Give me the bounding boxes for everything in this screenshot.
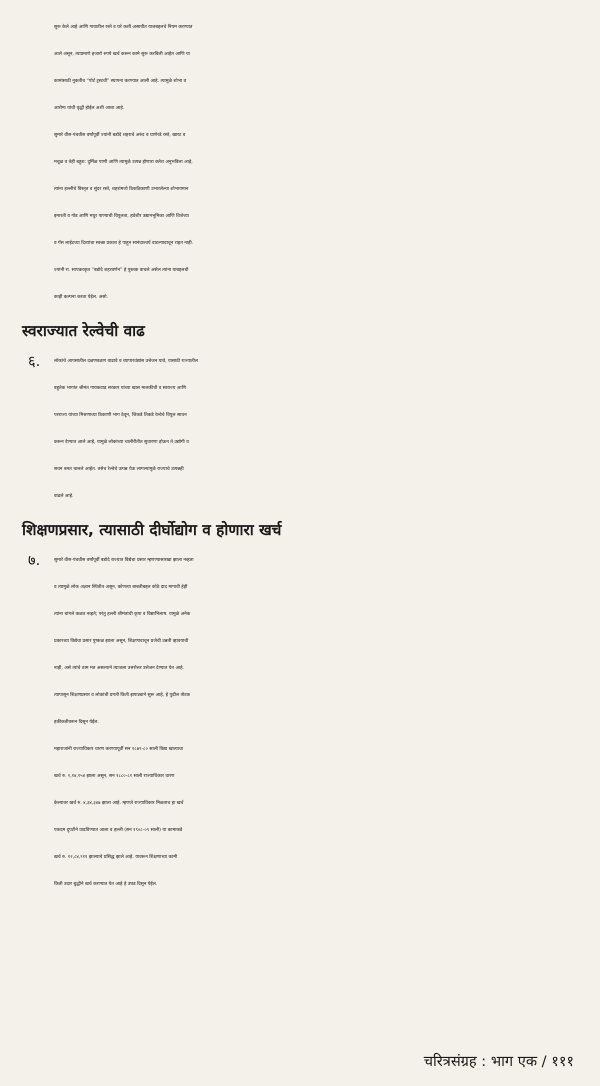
text-line: त्यांना चांगले कळत नव्हते; परंतु हल्ली श्रीमंतांची कृपा व विद्याभिलाष. यामुळे अनेक: [54, 612, 191, 617]
text-line: महाराजांनी राज्याधिकार धारण करण्यापूर्वी सन १८७९-८० साली विद्या खात्याचा: [54, 747, 183, 752]
text-line: परराज्य यांच्या मिश्रणाच्या ठिकाणी भाग ठेवून, जिकडे तिकडे रेल्वेचे विपुल साधन: [54, 413, 187, 418]
text-line: एकदम दुपटीने वाढविण्यात आला व हल्ली (सन १९०८-०९ साली) या कामाकडे: [54, 828, 183, 833]
text-line: सधन बनत चालले आहेत. तसेच रेल्वेचे उत्पन्न येऊ लागल्यामुळे राज्याचे उत्पन्नही: [54, 467, 184, 472]
numbered-paragraph-7: [22, 547, 586, 736]
expenditure-paragraph: [22, 736, 586, 898]
page-footer: चरित्रसंग्रह : भाग एक / १११: [423, 1053, 574, 1070]
intro-paragraph: [22, 14, 586, 122]
text-line: सुरू केले आहे आणि गावातील रस्ते व घरे कशी असावीत याजबद्दलचे नियम करण्यात: [54, 25, 193, 30]
text-line: कामांसाठी नुकतीच “पोर्ट ट्रस्टची” स्थापना करण्यात आली आहे. त्यामुळे शोभा व: [54, 79, 187, 84]
text-line: सुमारे वीस-पंचवीस वर्षांपूर्वी ज्यांनी बडोदे शहराचे अरुंद व घाणेरडे रस्ते, खारट व: [54, 133, 186, 138]
text-line: इमारती व गोड आणि मधुर पाण्याची विपुलता, हवेशीर उद्यानभूमिका आणि विजेच्या: [54, 214, 189, 219]
text-line: नाही, असे त्यांचे ठाम मत असल्याने त्याजला उत्तरोत्तर उत्तेजन देण्यात येत आहे.: [54, 666, 185, 671]
text-line: ज्यांनी रा. सापकरकृत “बडोदे शहरवर्णन” हे पुस्तक वाचले असेल त्यांना याबद्दलची: [54, 268, 189, 273]
text-line: हकीकतीवरून दिसून येईल.: [54, 720, 99, 725]
text-line: आरोग्य यांची वृद्धी होईल अशी आशा आहे.: [54, 106, 125, 111]
paragraph-number: ७.: [28, 552, 41, 569]
text-line: खर्च रु. २,१४,१५४ झाला असून, सन १८८०-८१ साली राज्याधिकार धारण: [54, 774, 175, 779]
text-line: सुमारे वीस-पंचवीस वर्षांपूर्वी बडोदे राज्यात विद्येचा प्रसार म्हणण्यासारखा झाला नव्हता: [54, 558, 194, 563]
text-line: त्यांना हल्लीचे विस्तृत व सुंदर रस्ते, शहरांमध्ये ठिकठिकाणी उभारलेल्या शोभायमान: [54, 187, 189, 192]
text-line: काही कल्पना करता येईल. असो.: [54, 295, 109, 300]
text-line: बहुतेक भागांत श्रीमंत गायकवाड सरकार यांच्या खास मालकीची व स्वराज्य आणि: [54, 386, 187, 391]
body-paragraph-2: [22, 122, 586, 311]
text-line: खर्च रु. १२,८४,९११ झाल्याचे प्रसिद्ध झाले आहे. यावरून शिक्षणाच्या कामी: [54, 855, 178, 860]
section-heading-education: शिक्षणप्रसार, त्यासाठी दीर्घोद्योग व होणारा खर्च: [22, 521, 282, 539]
text-line: आले असून, त्याप्रमाणे हजारो रुपये खर्च करून कामे सुरू करविली आहेत आणि या: [54, 52, 190, 57]
text-line: व त्यामुळे लोक अज्ञान स्थितीत असून, कोणत्या बाबतीबद्दल कोठे दाद मागावी हेही: [54, 585, 188, 590]
text-line: प्रकारच्या विद्येचा प्रसार पुष्कळ झाला असून, शिक्षणावाचून प्रजेची उन्नती व्हावयाची: [54, 639, 189, 644]
text-line: त्यापासून शिक्षणप्रसार व लोकांची प्रगती किती झपाट्याने सुरू आहे, हे पुढील त्रोटक: [54, 693, 191, 698]
numbered-paragraph-6: [22, 348, 586, 510]
text-line: व गॅस लाईटच्या दिव्यांचा स्वच्छ प्रकाश हे पाहून सानंदाश्चर्य वाटल्यावाचून राहत नाही.: [54, 241, 194, 246]
section-heading-railway: स्वराज्यात रेल्वेची वाढ: [22, 322, 145, 340]
paragraph-number: ६.: [28, 353, 41, 370]
text-line: वाढले आहे.: [54, 494, 74, 499]
text-line: करून देण्यात आले आहे, यामुळे लोकांच्या चालीरीतीत सुधारणा होऊन ते उद्योगी व: [54, 440, 189, 445]
text-line: मचूळ व तेही बहुश: दुर्मिळ पाणी आणि त्यामुळे उत्पन्न होणारा क्लेश अनुभविला आहे,: [54, 160, 193, 165]
text-line: केल्यावर खर्च रु. ४,३४,३४७ झाला आहे. म्हणजे राज्याधिकार मिळताच हा खर्च: [54, 801, 184, 806]
text-line: किती उदार बुद्धीने खर्च करण्यात येत आहे हे उघड दिसून येईल.: [54, 882, 158, 887]
text-line: लोकांचे आपसातील दळणवळण वाढावे व व्यापारधंद्यांस उत्तेजन यावे, यासाठी राज्यातील: [54, 359, 198, 364]
